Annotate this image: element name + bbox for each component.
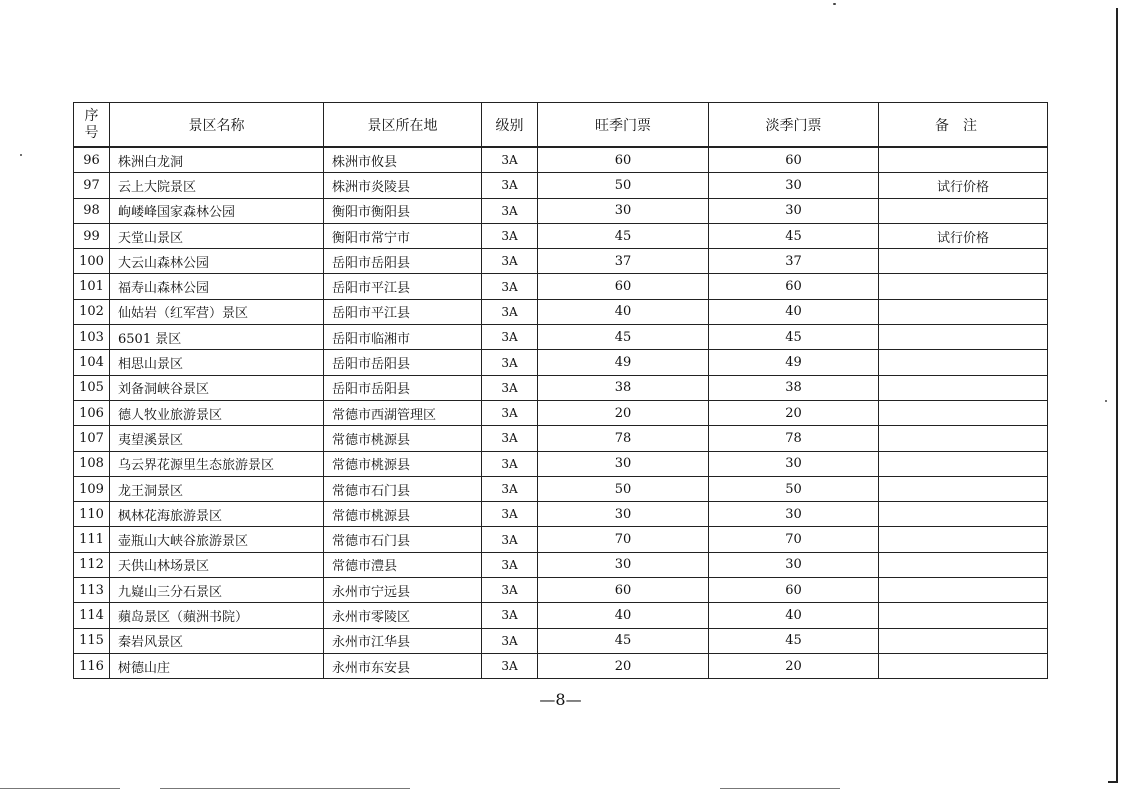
table-row xyxy=(74,502,1048,527)
cell-note xyxy=(879,147,1048,173)
cell-peak-fee: 60 xyxy=(538,147,709,173)
cell-note xyxy=(879,274,1048,299)
header-name: 景区名称 xyxy=(110,103,324,148)
cell-off-fee: 50 xyxy=(709,476,879,501)
cell-off-fee: 30 xyxy=(709,198,879,223)
header-off-fee: 淡季门票 xyxy=(709,103,879,148)
cell-location: 永州市宁远县 xyxy=(324,578,482,603)
cell-off-fee: 30 xyxy=(709,451,879,476)
cell-peak-fee: 70 xyxy=(538,527,709,552)
cell-peak-fee: 40 xyxy=(538,299,709,324)
cell-location: 岳阳市平江县 xyxy=(324,274,482,299)
page-edge-hook xyxy=(1108,781,1118,783)
cell-note xyxy=(879,375,1048,400)
cell-level: 3A xyxy=(482,274,538,299)
cell-location: 衡阳市常宁市 xyxy=(324,223,482,248)
header-seq: 序 号 xyxy=(74,103,110,148)
cell-level: 3A xyxy=(482,375,538,400)
cell-level: 3A xyxy=(482,299,538,324)
cell-level: 3A xyxy=(482,653,538,678)
cell-seq: 97 xyxy=(74,173,110,198)
cell-off-fee: 49 xyxy=(709,350,879,375)
cell-peak-fee: 50 xyxy=(538,173,709,198)
cell-location: 常德市桃源县 xyxy=(324,426,482,451)
cell-name: 相思山景区 xyxy=(110,350,324,375)
cell-level: 3A xyxy=(482,325,538,350)
cell-level: 3A xyxy=(482,223,538,248)
cell-off-fee: 30 xyxy=(709,173,879,198)
cell-seq: 99 xyxy=(74,223,110,248)
cell-level: 3A xyxy=(482,451,538,476)
cell-peak-fee: 49 xyxy=(538,350,709,375)
cell-peak-fee: 78 xyxy=(538,426,709,451)
cell-name: 天堂山景区 xyxy=(110,223,324,248)
cell-name: 九嶷山三分石景区 xyxy=(110,578,324,603)
cell-peak-fee: 45 xyxy=(538,325,709,350)
cell-seq: 112 xyxy=(74,552,110,577)
cell-location: 衡阳市衡阳县 xyxy=(324,198,482,223)
cell-seq: 104 xyxy=(74,350,110,375)
cell-off-fee: 60 xyxy=(709,274,879,299)
cell-name: 乌云界花源里生态旅游景区 xyxy=(110,451,324,476)
cell-note xyxy=(879,451,1048,476)
scan-speck xyxy=(20,154,22,156)
cell-location: 岳阳市临湘市 xyxy=(324,325,482,350)
cell-name: 枫林花海旅游景区 xyxy=(110,502,324,527)
cell-note xyxy=(879,527,1048,552)
cell-location: 岳阳市岳阳县 xyxy=(324,350,482,375)
cell-level: 3A xyxy=(482,578,538,603)
cell-note xyxy=(879,299,1048,324)
cell-off-fee: 60 xyxy=(709,147,879,173)
cell-name: 刘备洞峡谷景区 xyxy=(110,375,324,400)
table-row xyxy=(74,552,1048,577)
cell-location: 岳阳市岳阳县 xyxy=(324,249,482,274)
cell-name: 树德山庄 xyxy=(110,653,324,678)
cell-note xyxy=(879,249,1048,274)
cell-peak-fee: 45 xyxy=(538,223,709,248)
cell-peak-fee: 30 xyxy=(538,451,709,476)
table-row xyxy=(74,299,1048,324)
cell-name: 株洲白龙洞 xyxy=(110,147,324,173)
cell-off-fee: 20 xyxy=(709,653,879,678)
cell-seq: 113 xyxy=(74,578,110,603)
cell-peak-fee: 30 xyxy=(538,552,709,577)
table-row xyxy=(74,451,1048,476)
cell-name: 大云山森林公园 xyxy=(110,249,324,274)
cell-peak-fee: 37 xyxy=(538,249,709,274)
cell-note: 试行价格 xyxy=(879,223,1048,248)
cell-peak-fee: 60 xyxy=(538,578,709,603)
cell-name: 壶瓶山大峡谷旅游景区 xyxy=(110,527,324,552)
cell-note xyxy=(879,653,1048,678)
cell-peak-fee: 30 xyxy=(538,198,709,223)
scan-speck xyxy=(1105,400,1107,402)
table-header-row xyxy=(74,103,1048,148)
cell-off-fee: 40 xyxy=(709,299,879,324)
table-row xyxy=(74,400,1048,425)
cell-name: 秦岩风景区 xyxy=(110,628,324,653)
cell-location: 株洲市攸县 xyxy=(324,147,482,173)
cell-location: 常德市西湖管理区 xyxy=(324,400,482,425)
cell-name: 6501 景区 xyxy=(110,325,324,350)
table-row xyxy=(74,274,1048,299)
cell-name: 天供山林场景区 xyxy=(110,552,324,577)
scenic-area-fee-table xyxy=(73,102,1048,679)
cell-location: 永州市零陵区 xyxy=(324,603,482,628)
cell-peak-fee: 45 xyxy=(538,628,709,653)
cell-location: 株洲市炎陵县 xyxy=(324,173,482,198)
cell-peak-fee: 38 xyxy=(538,375,709,400)
header-location: 景区所在地 xyxy=(324,103,482,148)
scan-noise-line xyxy=(160,788,410,789)
cell-level: 3A xyxy=(482,249,538,274)
cell-peak-fee: 40 xyxy=(538,603,709,628)
cell-name: 岣嵝峰国家森林公园 xyxy=(110,198,324,223)
header-note: 备注 xyxy=(879,103,1048,148)
scan-noise-line xyxy=(720,788,840,789)
cell-location: 常德市石门县 xyxy=(324,527,482,552)
cell-off-fee: 40 xyxy=(709,603,879,628)
cell-name: 云上大院景区 xyxy=(110,173,324,198)
cell-name: 夷望溪景区 xyxy=(110,426,324,451)
cell-location: 岳阳市岳阳县 xyxy=(324,375,482,400)
cell-off-fee: 45 xyxy=(709,325,879,350)
cell-seq: 106 xyxy=(74,400,110,425)
table-row xyxy=(74,527,1048,552)
cell-seq: 103 xyxy=(74,325,110,350)
table-body xyxy=(74,147,1048,679)
table-row xyxy=(74,628,1048,653)
scan-speck xyxy=(833,3,836,5)
cell-location: 常德市桃源县 xyxy=(324,502,482,527)
page-edge-line xyxy=(1116,8,1118,783)
cell-level: 3A xyxy=(482,147,538,173)
cell-off-fee: 78 xyxy=(709,426,879,451)
table-row xyxy=(74,578,1048,603)
cell-seq: 116 xyxy=(74,653,110,678)
cell-name: 蘋岛景区（蘋洲书院） xyxy=(110,603,324,628)
cell-level: 3A xyxy=(482,476,538,501)
cell-level: 3A xyxy=(482,527,538,552)
cell-seq: 101 xyxy=(74,274,110,299)
cell-off-fee: 45 xyxy=(709,223,879,248)
cell-seq: 111 xyxy=(74,527,110,552)
cell-level: 3A xyxy=(482,400,538,425)
cell-note xyxy=(879,476,1048,501)
table-row xyxy=(74,426,1048,451)
cell-name: 龙王洞景区 xyxy=(110,476,324,501)
cell-peak-fee: 30 xyxy=(538,502,709,527)
table-row xyxy=(74,653,1048,678)
table-row xyxy=(74,375,1048,400)
table-row xyxy=(74,173,1048,198)
cell-note xyxy=(879,198,1048,223)
cell-level: 3A xyxy=(482,350,538,375)
cell-off-fee: 45 xyxy=(709,628,879,653)
cell-off-fee: 30 xyxy=(709,552,879,577)
table-row xyxy=(74,147,1048,173)
cell-seq: 114 xyxy=(74,603,110,628)
cell-off-fee: 20 xyxy=(709,400,879,425)
cell-note xyxy=(879,350,1048,375)
cell-level: 3A xyxy=(482,628,538,653)
cell-note xyxy=(879,426,1048,451)
cell-note xyxy=(879,603,1048,628)
table-row xyxy=(74,350,1048,375)
cell-seq: 110 xyxy=(74,502,110,527)
table-row xyxy=(74,198,1048,223)
header-level: 级别 xyxy=(482,103,538,148)
cell-peak-fee: 20 xyxy=(538,653,709,678)
cell-level: 3A xyxy=(482,173,538,198)
cell-note xyxy=(879,552,1048,577)
cell-seq: 108 xyxy=(74,451,110,476)
cell-seq: 102 xyxy=(74,299,110,324)
cell-location: 岳阳市平江县 xyxy=(324,299,482,324)
cell-seq: 96 xyxy=(74,147,110,173)
cell-name: 德人牧业旅游景区 xyxy=(110,400,324,425)
cell-off-fee: 37 xyxy=(709,249,879,274)
cell-name: 福寿山森林公园 xyxy=(110,274,324,299)
cell-seq: 107 xyxy=(74,426,110,451)
cell-peak-fee: 20 xyxy=(538,400,709,425)
cell-level: 3A xyxy=(482,502,538,527)
cell-peak-fee: 50 xyxy=(538,476,709,501)
cell-note xyxy=(879,502,1048,527)
cell-seq: 105 xyxy=(74,375,110,400)
cell-peak-fee: 60 xyxy=(538,274,709,299)
cell-location: 永州市江华县 xyxy=(324,628,482,653)
table-row xyxy=(74,603,1048,628)
cell-off-fee: 60 xyxy=(709,578,879,603)
table-row xyxy=(74,249,1048,274)
cell-note xyxy=(879,578,1048,603)
cell-level: 3A xyxy=(482,552,538,577)
cell-off-fee: 30 xyxy=(709,502,879,527)
cell-note xyxy=(879,325,1048,350)
cell-seq: 109 xyxy=(74,476,110,501)
cell-level: 3A xyxy=(482,426,538,451)
cell-seq: 100 xyxy=(74,249,110,274)
table-row xyxy=(74,476,1048,501)
cell-seq: 115 xyxy=(74,628,110,653)
cell-location: 常德市桃源县 xyxy=(324,451,482,476)
cell-off-fee: 70 xyxy=(709,527,879,552)
header-peak-fee: 旺季门票 xyxy=(538,103,709,148)
cell-seq: 98 xyxy=(74,198,110,223)
cell-off-fee: 38 xyxy=(709,375,879,400)
page-number: —8— xyxy=(539,690,582,709)
cell-location: 常德市石门县 xyxy=(324,476,482,501)
scan-noise-line xyxy=(0,788,120,789)
cell-level: 3A xyxy=(482,198,538,223)
cell-level: 3A xyxy=(482,603,538,628)
cell-name: 仙姑岩（红军营）景区 xyxy=(110,299,324,324)
cell-location: 永州市东安县 xyxy=(324,653,482,678)
cell-location: 常德市澧县 xyxy=(324,552,482,577)
table-row xyxy=(74,223,1048,248)
cell-note xyxy=(879,400,1048,425)
table-row xyxy=(74,325,1048,350)
cell-note xyxy=(879,628,1048,653)
cell-note: 试行价格 xyxy=(879,173,1048,198)
